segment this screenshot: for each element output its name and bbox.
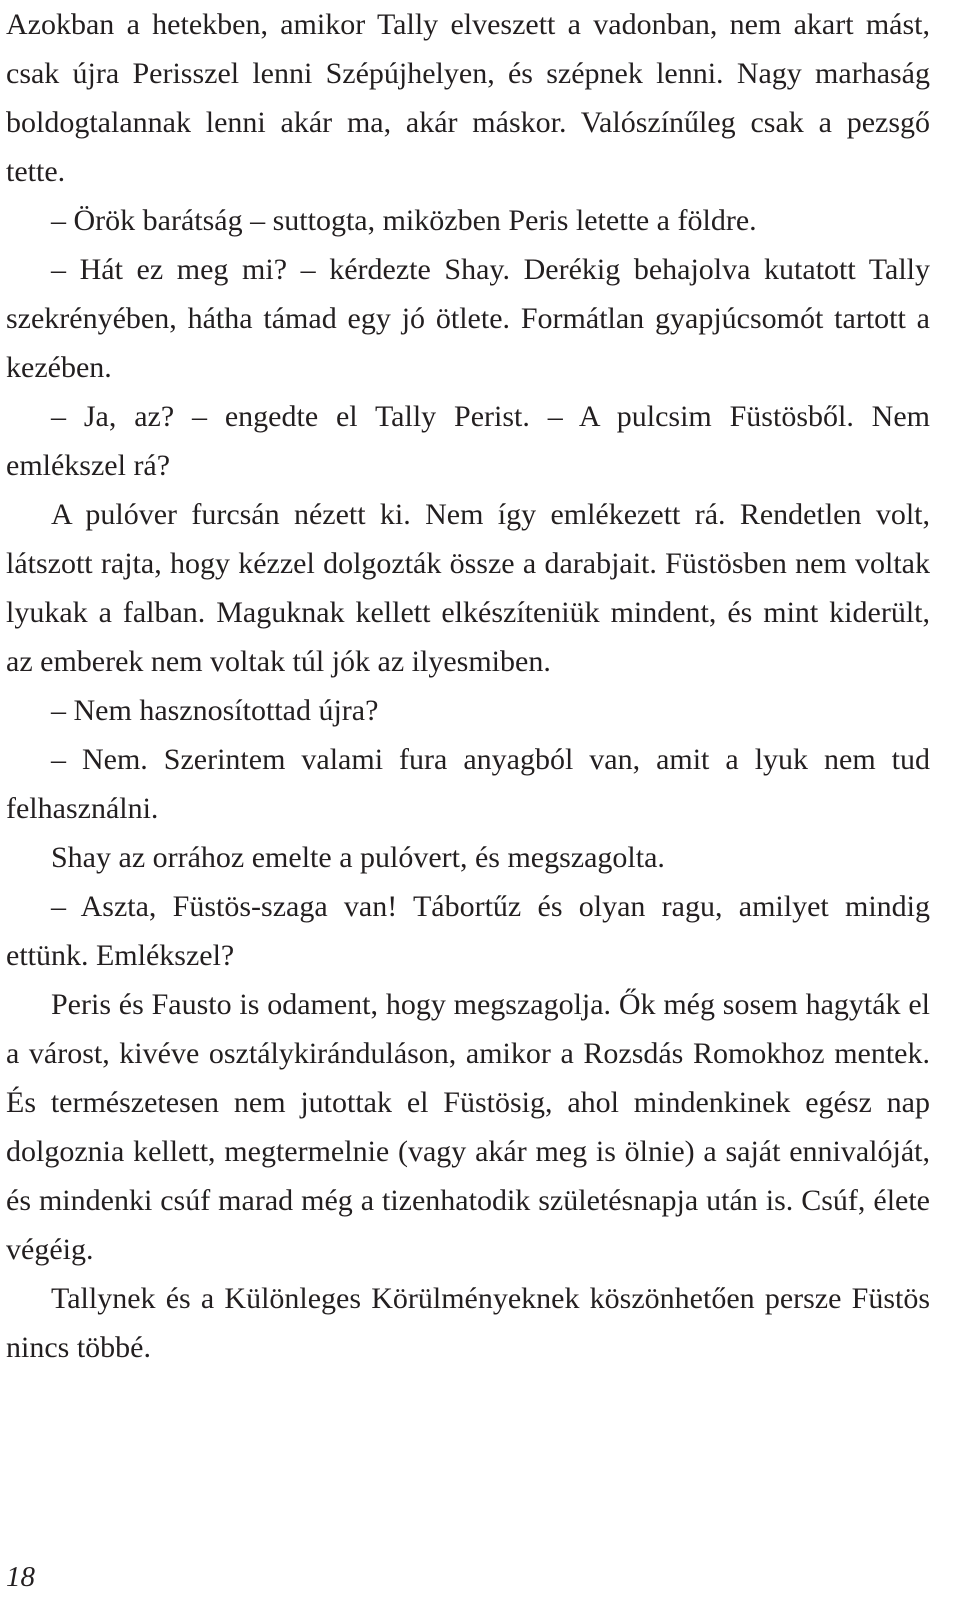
paragraph: – Örök barátság – suttogta, miközben Peris letette a földre. [51,204,757,237]
paragraph: – Nem. Szerintem valami fura anyagból van, amit a lyuk nem tud felhasználni. [6,743,930,825]
page-number: 18 [6,1561,35,1593]
paragraph: A pulóver furcsán nézett ki. Nem így emlékezett rá. Rendetlen volt, látszott rajta, hogy kézzel dolgozták össze a darabjait. Füstösben nem voltak lyukak a falban. Maguknak kellett elkészíteniük mindent, és mint kiderült, az emberek nem voltak túl jók az ilyesmiben. [6,498,930,678]
paragraph: Azokban a hetekben, amikor Tally elveszett a vadonban, nem akart mást, csak újra Perisszel lenni Szépújhelyen, és szépnek lenni. Nagy marhaság boldogtalannak lenni akár ma, akár máskor. Valószínűleg csak a pezsgő tette. [6,8,930,188]
paragraph: Tallynek és a Különleges Körülményeknek köszönhetően persze Füstös nincs többé. [6,1282,930,1364]
paragraph: – Hát ez meg mi? – kérdezte Shay. Derékig behajolva kutatott Tally szekrényében, hátha támad egy jó ötlete. Formátlan gyapjúcsomót tartott a kezében. [6,253,930,384]
paragraph: – Ja, az? – engedte el Tally Perist. – A pulcsim Füstösből. Nem emlékszel rá? [6,400,930,482]
paragraph: Shay az orrához emelte a pulóvert, és megszagolta. [51,841,665,874]
paragraph: – Aszta, Füstös-szaga van! Tábortűz és olyan ragu, amilyet mindig ettünk. Emlékszel? [6,890,930,972]
paragraph: – Nem hasznosítottad újra? [51,694,379,727]
book-page [6,0,930,1372]
paragraph: Peris és Fausto is odament, hogy megszagolja. Ők még sosem hagyták el a várost, kivéve osztálykiránduláson, amikor a Rozsdás Romokhoz mentek. És természetesen nem jutottak el Füstösig, ahol mindenkinek egész nap dolgoznia kellett, megtermelnie (vagy akár meg is ölnie) a saját ennivalóját, és mindenki csúf marad még a tizenhatodik születésnapja után is. Csúf, élete végéig. [6,988,930,1266]
